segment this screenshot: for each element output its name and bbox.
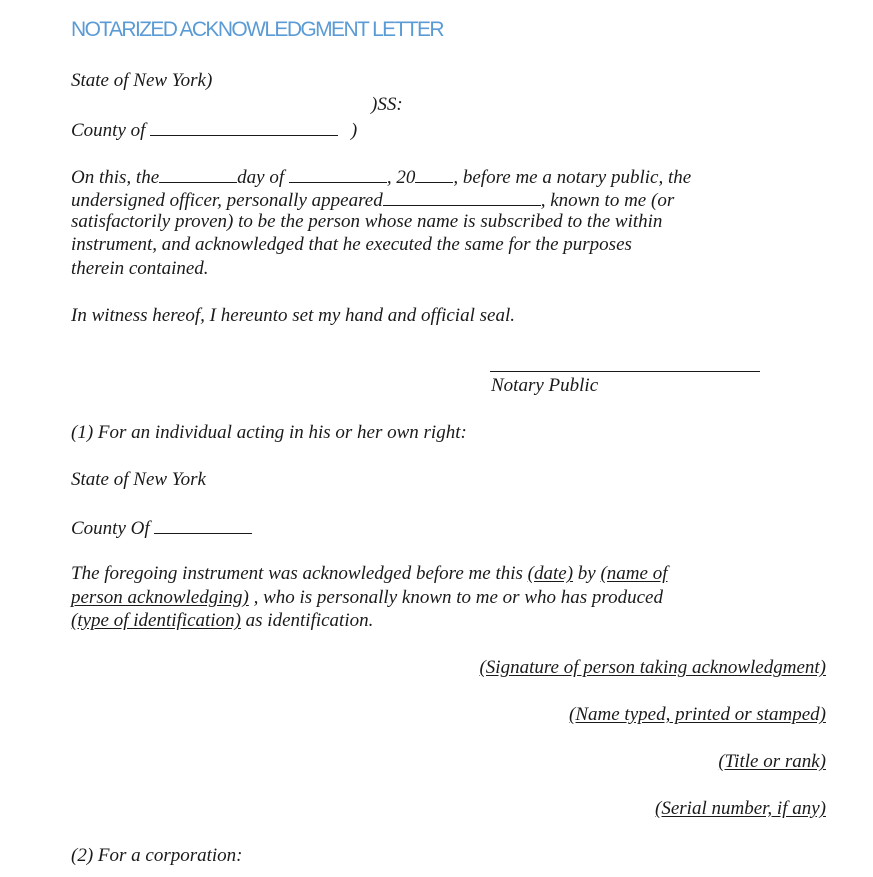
date-field: (date) bbox=[527, 563, 574, 584]
foregoing-line-3 bbox=[71, 609, 373, 632]
name-typed-field: (Name typed, printed or stamped) bbox=[569, 704, 826, 725]
by-text: by bbox=[577, 563, 596, 584]
notary-signature-line[interactable] bbox=[490, 371, 760, 372]
individual-county bbox=[71, 515, 252, 540]
individual-county-blank[interactable] bbox=[154, 515, 252, 534]
body-text: day of bbox=[237, 167, 285, 188]
year-blank[interactable] bbox=[415, 164, 453, 183]
foregoing-text: , who is personally known to me or who has produced bbox=[253, 587, 663, 608]
county-of-label: County Of bbox=[71, 518, 150, 539]
individual-state: State of New York bbox=[71, 469, 206, 490]
foregoing-line-2 bbox=[71, 586, 663, 609]
venue-county bbox=[71, 117, 357, 142]
serial-number-field: (Serial number, if any) bbox=[655, 798, 826, 819]
document-title: NOTARIZED ACKNOWLEDGMENT LETTER bbox=[71, 18, 443, 41]
appeared-name-blank[interactable] bbox=[383, 187, 541, 206]
county-close: ) bbox=[350, 120, 358, 141]
body-text: On this, the bbox=[71, 167, 160, 188]
body-text: undersigned officer, personally appeared bbox=[71, 190, 383, 211]
witness-statement: In witness hereof, I hereunto set my hand and official seal. bbox=[71, 305, 515, 326]
foregoing-text: as identification. bbox=[245, 610, 374, 631]
body-line-1 bbox=[71, 164, 691, 189]
signature-field: (Signature of person taking acknowledgment) bbox=[479, 657, 826, 678]
title-rank-field: (Title or rank) bbox=[718, 751, 826, 772]
foregoing-line-1 bbox=[71, 562, 667, 585]
name-field: person acknowledging) bbox=[71, 587, 249, 608]
day-blank[interactable] bbox=[159, 164, 237, 183]
name-field: (name of bbox=[600, 563, 668, 584]
county-label: County of bbox=[71, 120, 146, 141]
body-text: , known to me (or bbox=[540, 190, 675, 211]
venue-ss: )SS: bbox=[371, 94, 403, 115]
individual-heading: (1) For an individual acting in his or her own right: bbox=[71, 422, 467, 443]
body-line-5: therein contained. bbox=[71, 258, 209, 279]
month-blank[interactable] bbox=[289, 164, 387, 183]
body-text: , 20 bbox=[386, 167, 416, 188]
body-text: , before me a notary public, the bbox=[453, 167, 692, 188]
body-line-3: satisfactorily proven) to be the person whose name is subscribed to the within bbox=[71, 211, 663, 232]
identification-type-field: (type of identification) bbox=[71, 610, 241, 631]
county-blank[interactable] bbox=[150, 117, 338, 136]
venue-state: State of New York) bbox=[71, 70, 213, 91]
foregoing-text: The foregoing instrument was acknowledged before me this bbox=[71, 563, 523, 584]
body-line-4: instrument, and acknowledged that he executed the same for the purposes bbox=[71, 234, 632, 255]
corporation-heading: (2) For a corporation: bbox=[71, 845, 243, 866]
notary-public-label: Notary Public bbox=[491, 375, 599, 396]
body-line-2 bbox=[71, 187, 674, 212]
